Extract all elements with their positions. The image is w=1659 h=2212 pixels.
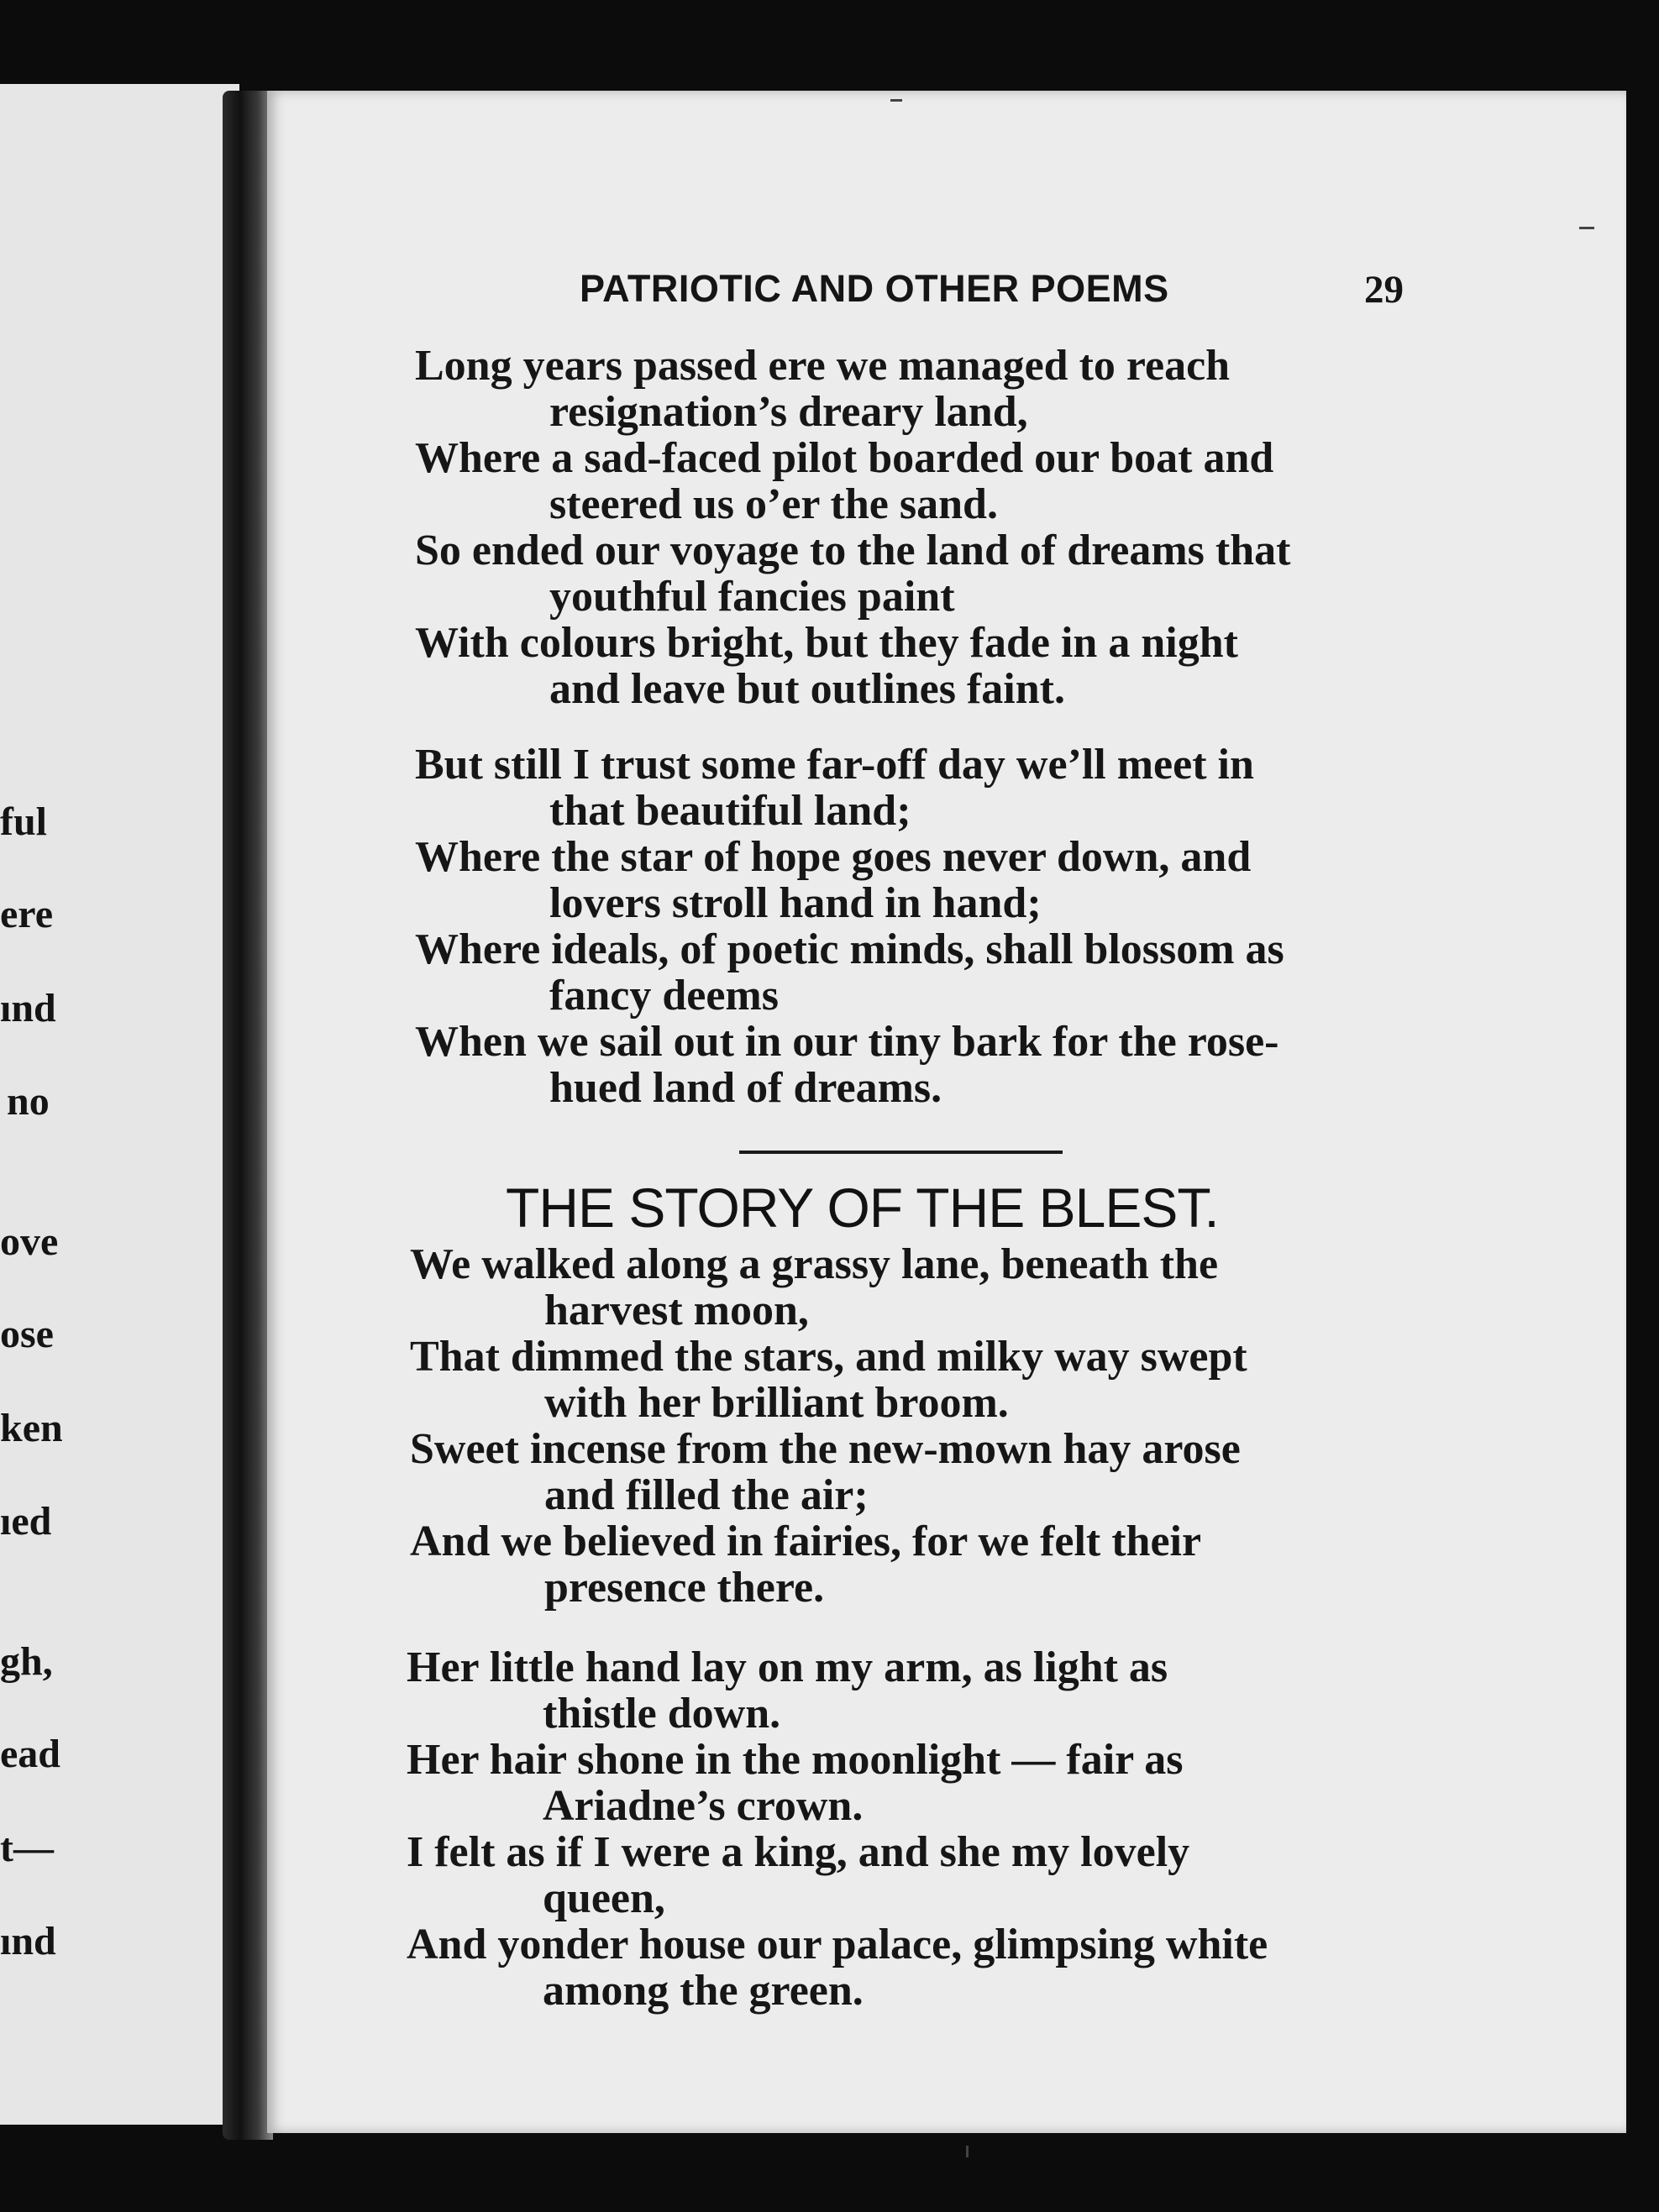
poem-line: That dimmed the stars, and milky way swept	[410, 1333, 1247, 1381]
facing-page-fragment: ınd	[0, 986, 56, 1030]
poem-line-continuation: youthful fancies paint	[549, 573, 955, 621]
poem-line: We walked along a grassy lane, beneath the	[410, 1240, 1219, 1288]
poem-line: Her little hand lay on my arm, as light as	[407, 1643, 1168, 1691]
page-number: 29	[1364, 268, 1404, 312]
poem-line-continuation: resignation’s dreary land,	[549, 388, 1028, 436]
poem-line-continuation: hued land of dreams.	[549, 1064, 942, 1112]
facing-page-fragment: ere	[0, 892, 54, 936]
poem-line: Where a sad-faced pilot boarded our boat and	[415, 434, 1274, 482]
poem-line-continuation: with her brilliant broom.	[544, 1379, 1009, 1427]
poem-line: So ended our voyage to the land of dreams that	[415, 527, 1291, 574]
poem-line: With colours bright, but they fade in a night	[415, 619, 1238, 667]
poem-line: Her hair shone in the moonlight — fair as	[407, 1736, 1184, 1784]
facing-page-fragment: ose	[0, 1312, 54, 1356]
scan-speck	[1579, 227, 1594, 229]
poem-line-continuation: and leave but outlines faint.	[549, 665, 1065, 713]
poem-line: I felt as if I were a king, and she my lovely	[407, 1828, 1190, 1876]
poem-line-continuation: harvest moon,	[544, 1287, 809, 1334]
poem-line: And we believed in fairies, for we felt their	[410, 1517, 1202, 1565]
facing-page-fragment: ınd	[0, 1919, 56, 1963]
poem-line-continuation: and filled the air;	[544, 1471, 869, 1519]
facing-page-fragment: ken	[0, 1406, 63, 1450]
poem-line-continuation: fancy deems	[549, 972, 779, 1020]
poem-line-continuation: presence there.	[544, 1564, 825, 1612]
scan-speck	[890, 99, 902, 102]
poem-line: Where the star of hope goes never down, and	[415, 833, 1252, 881]
poem-line-continuation: that beautiful land;	[549, 787, 911, 835]
facing-page-fragment: no	[7, 1079, 50, 1124]
facing-page-fragment: ove	[0, 1219, 59, 1264]
facing-page-fragment: ful	[0, 799, 48, 844]
poem-line: Long years passed ere we managed to reach	[415, 342, 1231, 390]
poem-title: THE STORY OF THE BLEST.	[506, 1177, 1219, 1239]
facing-page-fragment: t—	[0, 1826, 54, 1870]
poem-line-continuation: among the green.	[543, 1967, 864, 2015]
poem-line: Where ideals, of poetic minds, shall blossom as	[415, 925, 1284, 973]
facing-page	[0, 84, 239, 2125]
running-head-title: PATRIOTIC AND OTHER POEMS	[580, 267, 1169, 310]
poem-line: Sweet incense from the new-mown hay arose	[410, 1425, 1241, 1473]
book-gutter-shadow	[223, 91, 273, 2140]
poem-line-continuation: Ariadne’s crown.	[543, 1782, 864, 1830]
poem-line: And yonder house our palace, glimpsing white	[407, 1921, 1268, 1968]
facing-page-fragment: gh,	[0, 1639, 53, 1684]
section-divider-rule	[739, 1151, 1063, 1154]
poem-line-continuation: thistle down.	[543, 1690, 781, 1738]
poem-line-continuation: lovers stroll hand in hand;	[549, 879, 1042, 927]
scan-speck	[966, 2146, 969, 2157]
poem-line-continuation: steered us o’er the sand.	[549, 480, 998, 528]
facing-page-fragment: ıed	[0, 1499, 52, 1544]
facing-page-fragment: ead	[0, 1732, 60, 1776]
poem-line: When we sail out in our tiny bark for the rose-	[415, 1018, 1279, 1066]
poem-line-continuation: queen,	[543, 1874, 665, 1922]
poem-line: But still I trust some far-off day we’ll meet in	[415, 741, 1254, 789]
